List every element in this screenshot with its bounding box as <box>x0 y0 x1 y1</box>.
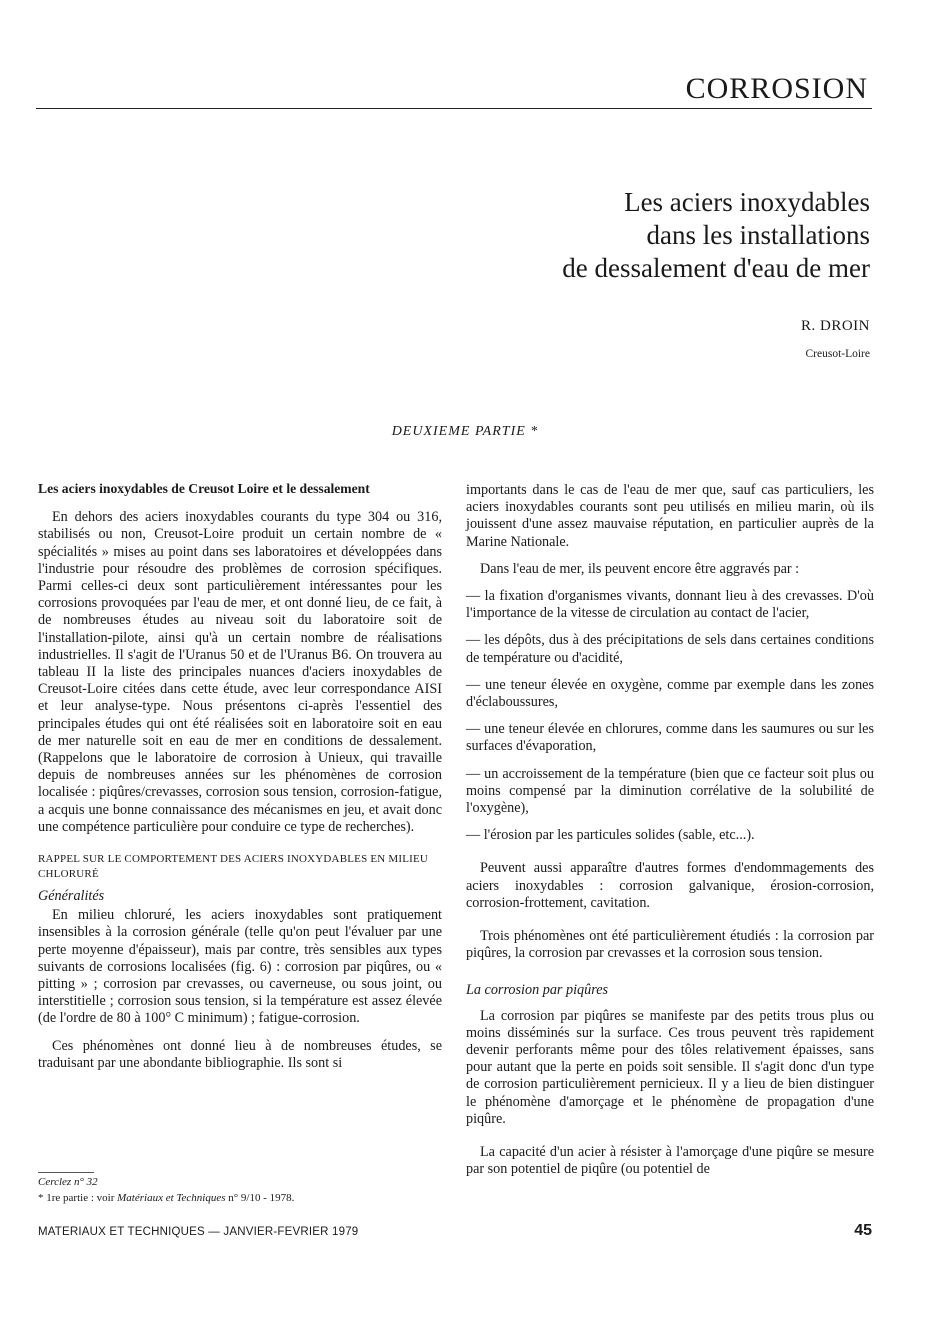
paragraph: Peuvent aussi apparaître d'autres formes d'endommagements des aciers inoxydables : corrosion galvanique, érosion-corrosion, corrosion-frottement, cavitation. <box>466 860 874 911</box>
list-item: — un accroissement de la température (bien que ce facteur soit plus ou moins compensé par la diminution corrélative de la solubilité de l'oxygène), <box>466 765 874 817</box>
list-item: — une teneur élevée en oxygène, comme par exemple dans les zones d'éclaboussures, <box>466 676 874 711</box>
title-line-1: Les aciers inoxydables <box>624 187 870 217</box>
list-item: — la fixation d'organismes vivants, donnant lieu à des crevasses. D'où l'importance de la vitesse de circulation au contact de l'acier, <box>466 588 874 622</box>
footnote-prefix: * 1re partie : voir <box>38 1192 115 1204</box>
title-line-2: dans les installations <box>646 220 870 250</box>
footnote-circle: Cerclez n° 32 <box>38 1176 98 1188</box>
footnote-rule <box>38 1172 94 1173</box>
paragraph: En milieu chloruré, les aciers inoxydables sont pratiquement insensibles à la corrosion générale (telle qu'on peut l'évaluer par une perte moyenne d'épaisseur), mais par contre, très sensibles aux types suivants de corrosions localisées (fig. 6) : corrosion par piqûres, ou « pitting » ; corrosion par crevasses, ou caverneuse, ou sous joint, ou interstitielle ; corrosion sous tension, si la température est assez élevée (de l'ordre de 80 à 100° C minimum) ; fatigue-corrosion. <box>38 907 442 1027</box>
header-rule <box>36 108 872 109</box>
author-name: R. DROIN <box>800 318 870 334</box>
list-item: — les dépôts, dus à des précipitations de sels dans certaines conditions de température ou d'acidité, <box>466 632 874 666</box>
article-title <box>562 186 870 285</box>
journal-footer: MATERIAUX ET TECHNIQUES — JANVIER-FEVRIER 1979 <box>38 1226 359 1238</box>
footnote-part1 <box>38 1192 294 1204</box>
paragraph: Ces phénomènes ont donné lieu à de nombreuses études, se traduisant par une abondante bibliographie. Ils sont si <box>38 1037 442 1071</box>
subsection-italic-heading: Généralités <box>38 888 105 905</box>
list-item: — l'érosion par les particules solides (sable, etc...). <box>466 827 755 844</box>
paragraph: La corrosion par piqûres se manifeste par des petits trous plus ou moins disséminés sur la surface. Ces trous peuvent très rapidement devenir perforants même pour des tôles relativement épaisses, sans pour autant que la perte en poids soit sensible. Il s'agit donc d'un type de corrosion particulièrement pernicieux. Il y a lieu de bien distinguer le phénomène d'amorçage et le phénomène de propagation d'une piqûre. <box>466 1007 874 1127</box>
right-column <box>466 482 874 1189</box>
subsection-heading: RAPPEL SUR LE COMPORTEMENT DES ACIERS INOXYDABLES EN MILIEU CHLORURÉ <box>38 853 429 881</box>
paragraph: Trois phénomènes ont été particulièrement étudiés : la corrosion par piqûres, la corrosion par crevasses et la corrosion sous tension. <box>466 928 874 962</box>
left-column <box>38 480 442 1082</box>
footnote-suffix: n° 9/10 - 1978. <box>228 1192 295 1204</box>
title-line-3: de dessalement d'eau de mer <box>562 253 870 283</box>
page-number: 45 <box>854 1222 872 1239</box>
paragraph: importants dans le cas de l'eau de mer que, sauf cas particuliers, les aciers inoxydables courants sont peu utilisés en milieu marin, où ils jouissent d'une assez mauvaise réputation, en particulier auprès de la Marine Nationale. <box>466 482 874 550</box>
subsection-italic-heading: La corrosion par piqûres <box>466 982 609 999</box>
footnote-journal: Matériaux et Techniques <box>117 1192 226 1204</box>
paragraph: Dans l'eau de mer, ils peuvent encore être aggravés par : <box>480 560 800 577</box>
section-rubric: CORROSION <box>685 72 868 105</box>
paragraph: En dehors des aciers inoxydables courants du type 304 ou 316, stabilisés ou non, Creusot-Loire produit un certain nombre de « spécialités » mises au point dans ses laboratoires et développées dans l'industrie pour résoudre des problèmes de corrosion spécifiques. Parmi celles-ci deux sont particulièrement intéressantes pour les corrosions provoquées par l'eau de mer, et ont donné lieu, de ce fait, à de nombreuses études au niveau soit du laboratoire soit de l'installation-pilote, ainsi qu'à un certain nombre de réalisations industrielles. Il s'agit de l'Uranus 50 et de l'Uranus B6. On trouvera au tableau II la liste des principales nuances d'aciers inoxydables de Creusot-Loire citées dans cette étude, avec leur correspondance AISI et leur analyse-type. Nous présentons ci-après l'essentiel des principales études qui ont été réalisées soit en laboratoire soit en eau de mer naturelle soit en eau de mer en conditions de dessalement. (Rappelons que le laboratoire de corrosion à Unieux, qui travaille depuis de nombreuses années sur les phénomènes de corrosion localisée : piqûres/crevasses, corrosion sous tension, corrosion-fatigue, a acquis une bonne connaissance des mécanismes en jeu, et avait donc une compétence particulière pour conduire ce type de recherches). <box>38 509 442 835</box>
list-item: — une teneur élevée en chlorures, comme dans les saumures ou sur les surfaces d'évaporation, <box>466 721 874 755</box>
section-heading: Les aciers inoxydables de Creusot Loire et le dessalement <box>38 481 370 496</box>
paragraph: La capacité d'un acier à résister à l'amorçage d'une piqûre se mesure par son potentiel de piqûre (ou potentiel de <box>466 1144 874 1178</box>
part-label: DEUXIEME PARTIE * <box>391 424 539 439</box>
author-affiliation: Creusot-Loire <box>805 348 870 360</box>
